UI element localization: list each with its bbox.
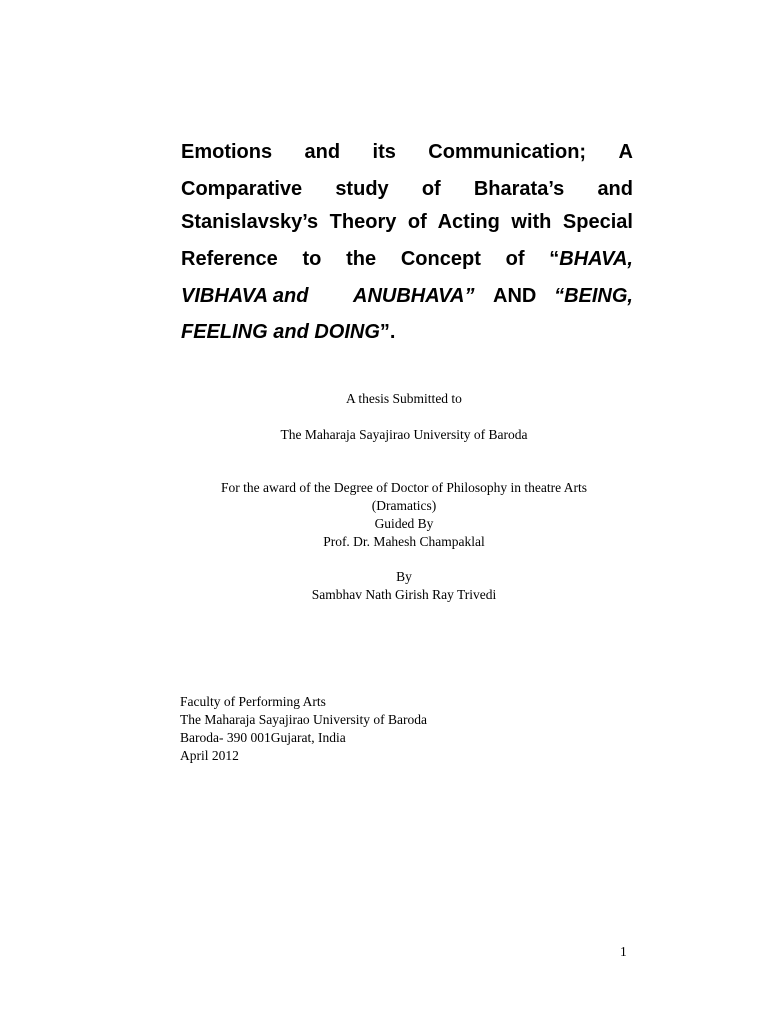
- title-word: and: [304, 141, 341, 163]
- being-term: “BEING,: [554, 285, 633, 307]
- by-label: By: [396, 569, 412, 584]
- faculty-name: Faculty of Performing Arts: [180, 694, 326, 709]
- university-name: The Maharaja Sayajirao University of Baroda: [280, 427, 528, 442]
- award-statement: For the award of the Degree of Doctor of Philosophy in theatre Arts: [221, 480, 587, 495]
- closing-quote: ”.: [379, 321, 396, 343]
- anubhava-term: ANUBHAVA”: [353, 285, 475, 307]
- title-word: Bharata’s: [473, 178, 565, 200]
- page-number: 1: [620, 944, 627, 959]
- title-word: of: [421, 178, 441, 200]
- address-university: The Maharaja Sayajirao University of Baroda: [180, 712, 428, 727]
- bhava-term: BHAVA,: [559, 248, 633, 270]
- title-word: study: [335, 178, 389, 200]
- guide-name: Prof. Dr. Mahesh Champaklal: [323, 534, 485, 549]
- submission-date: April 2012: [180, 748, 239, 763]
- vibhava-term: VIBHAVA and: [181, 285, 309, 307]
- author-name: Sambhav Nath Girish Ray Trivedi: [311, 587, 497, 602]
- title-word: Concept: [400, 248, 481, 270]
- title-line-6: [181, 320, 633, 344]
- address-city: Baroda- 390 001Gujarat, India: [180, 730, 346, 745]
- title-word: A: [618, 141, 633, 163]
- guided-by-label: Guided By: [374, 516, 434, 531]
- title-line-4: [181, 247, 633, 271]
- title-word: Reference: [181, 248, 278, 270]
- title-word: Comparative: [181, 178, 303, 200]
- and-connector: AND: [493, 285, 537, 307]
- title-line-2: [181, 177, 633, 201]
- discipline: (Dramatics): [371, 498, 437, 513]
- open-quote: “: [549, 248, 560, 270]
- feeling-doing-term: FEELING and DOING: [181, 321, 380, 343]
- title-word: and: [597, 178, 633, 200]
- thesis-intro: A thesis Submitted to: [346, 391, 462, 406]
- title-word: the: [346, 248, 377, 270]
- title-word: Emotions: [181, 141, 273, 163]
- title-word: of: [505, 248, 525, 270]
- title-line-3: Stanislavsky’s Theory of Acting with Special: [181, 211, 633, 233]
- title-word: Communication;: [428, 141, 587, 163]
- title-word: to: [302, 248, 322, 270]
- title-word: its: [372, 141, 396, 163]
- title-line-1: [181, 140, 633, 164]
- title-quoted-term: [549, 247, 633, 271]
